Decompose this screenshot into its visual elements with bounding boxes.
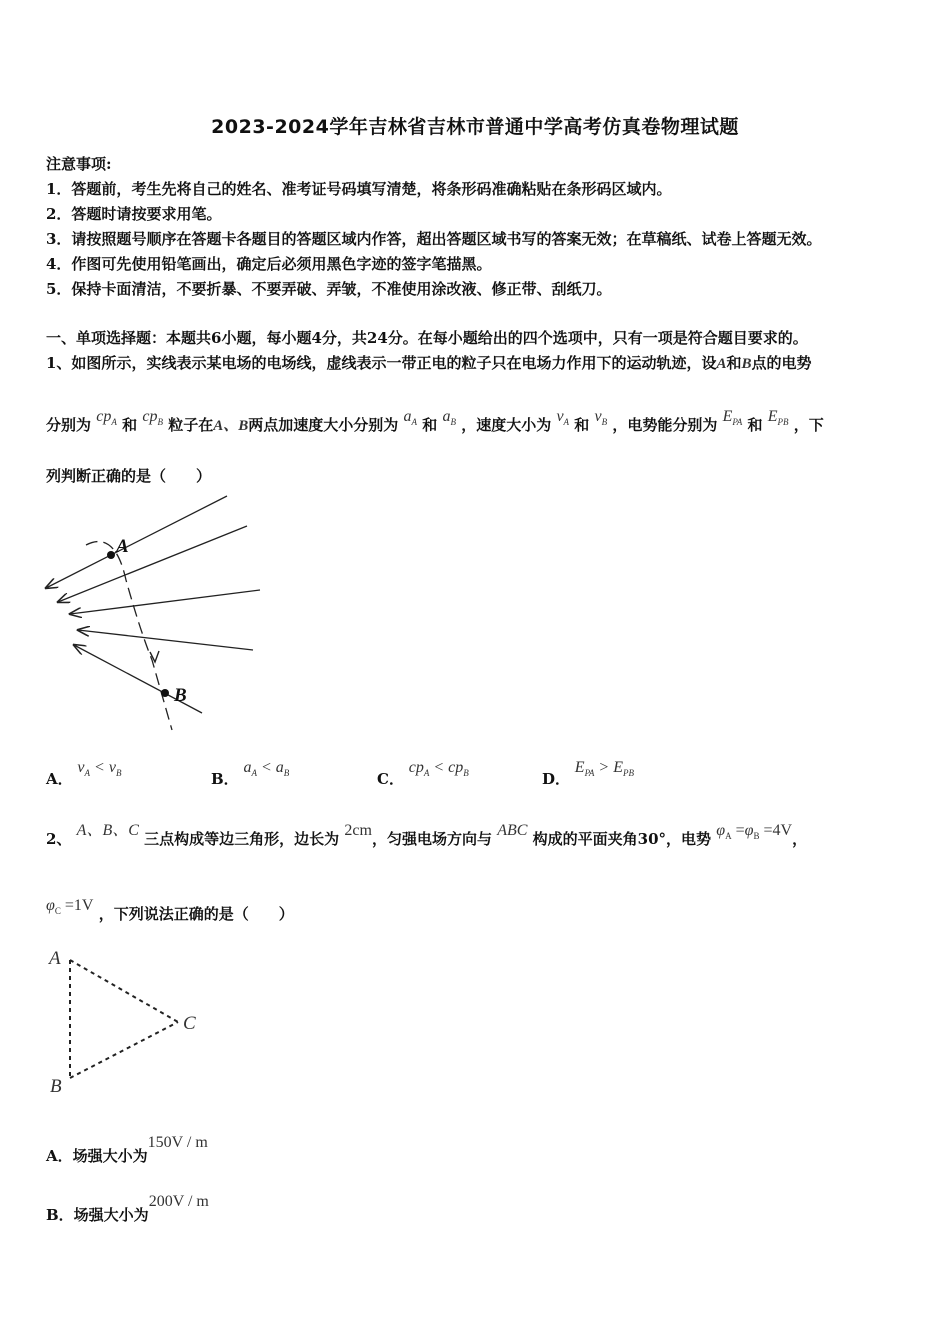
section-header: 一、单项选择题：本题共6小题，每小题4分，共24分。在每小题给出的四个选项中，只有一项是符合题目要求的。 <box>46 329 808 347</box>
q2-line2: $\varphi_C =1V$ ，下列说法正确的是（ ） <box>46 897 294 923</box>
q1-option-c[interactable]: C． $cp_A < cp_B$ <box>377 759 469 788</box>
q1-line2: 分别为 $cp_A$ 和 $cp_B$ 粒子在A、B两点加速度大小分别为 $a_A$ 和 $a_B$ ，速度大小为 $v_A$ 和 $v_B$ ，电势能分别为 $E_{PA}$ 和 $E_{PB}$ ，下 <box>46 408 824 434</box>
triangle-side-ac <box>70 960 178 1022</box>
q1-option-a[interactable]: A． $v_A < v_B$ <box>46 759 122 788</box>
point-b <box>161 689 169 697</box>
q1-option-b[interactable]: B． $a_A < a_B$ <box>211 759 290 788</box>
page-title: 2023-2024学年吉林省吉林市普通中学高考仿真卷物理试题 <box>211 116 739 138</box>
label-b: B <box>174 685 187 706</box>
q1-line1: 1、如图所示，实线表示某电场的电场线，虚线表示一带正电的粒子只在电场力作用下的运动轨迹，设A和B点的电势 <box>46 354 812 372</box>
notice-item: 1．答题前，考生先将自己的姓名、准考证号码填写清楚，将条形码准确粘贴在条形码区域内。 <box>46 180 672 198</box>
notice-item: 5．保持卡面清洁，不要折暴、不要弄破、弄皱，不准使用涂改液、修正带、刮纸刀。 <box>46 280 612 298</box>
q2-line1: 2、 A、B、C 三点构成等边三角形，边长为 2cm，匀强电场方向与 ABC 构成的平面夹角30°，电势 $\varphi_A =\varphi_B =4V$， <box>46 822 808 848</box>
field-line <box>78 630 253 650</box>
label-a: A <box>116 536 129 557</box>
q1-option-d[interactable]: D． $E_{PA} > E_{PB}$ <box>542 759 634 788</box>
label-b: B <box>50 1076 62 1097</box>
q2-triangle-diagram <box>44 942 214 1097</box>
q2-option-a[interactable]: A．场强大小为150V / m <box>46 1134 208 1165</box>
label-c: C <box>183 1013 196 1034</box>
notice-item: 4．作图可先使用铅笔画出，确定后必须用黑色字迹的签字笔描黑。 <box>46 255 492 273</box>
field-line <box>58 526 247 602</box>
field-line <box>46 496 227 588</box>
notice-item: 2．答题时请按要求用笔。 <box>46 205 222 223</box>
q2-option-b[interactable]: B．场强大小为200V / m <box>46 1193 209 1224</box>
point-a <box>107 551 115 559</box>
triangle-side-bc <box>70 1022 178 1078</box>
notice-heading: 注意事项: <box>46 155 112 173</box>
q1-field-diagram <box>40 490 270 740</box>
field-line <box>70 590 260 614</box>
q1-line3: 列判断正确的是（ ） <box>46 467 212 485</box>
notice-item: 3．请按照题号顺序在答题卡各题目的答题区域内作答，超出答题区域书写的答案无效；在草稿纸、试卷上答题无效。 <box>46 230 822 248</box>
trajectory-arrow <box>150 651 159 662</box>
label-a: A <box>49 948 61 969</box>
